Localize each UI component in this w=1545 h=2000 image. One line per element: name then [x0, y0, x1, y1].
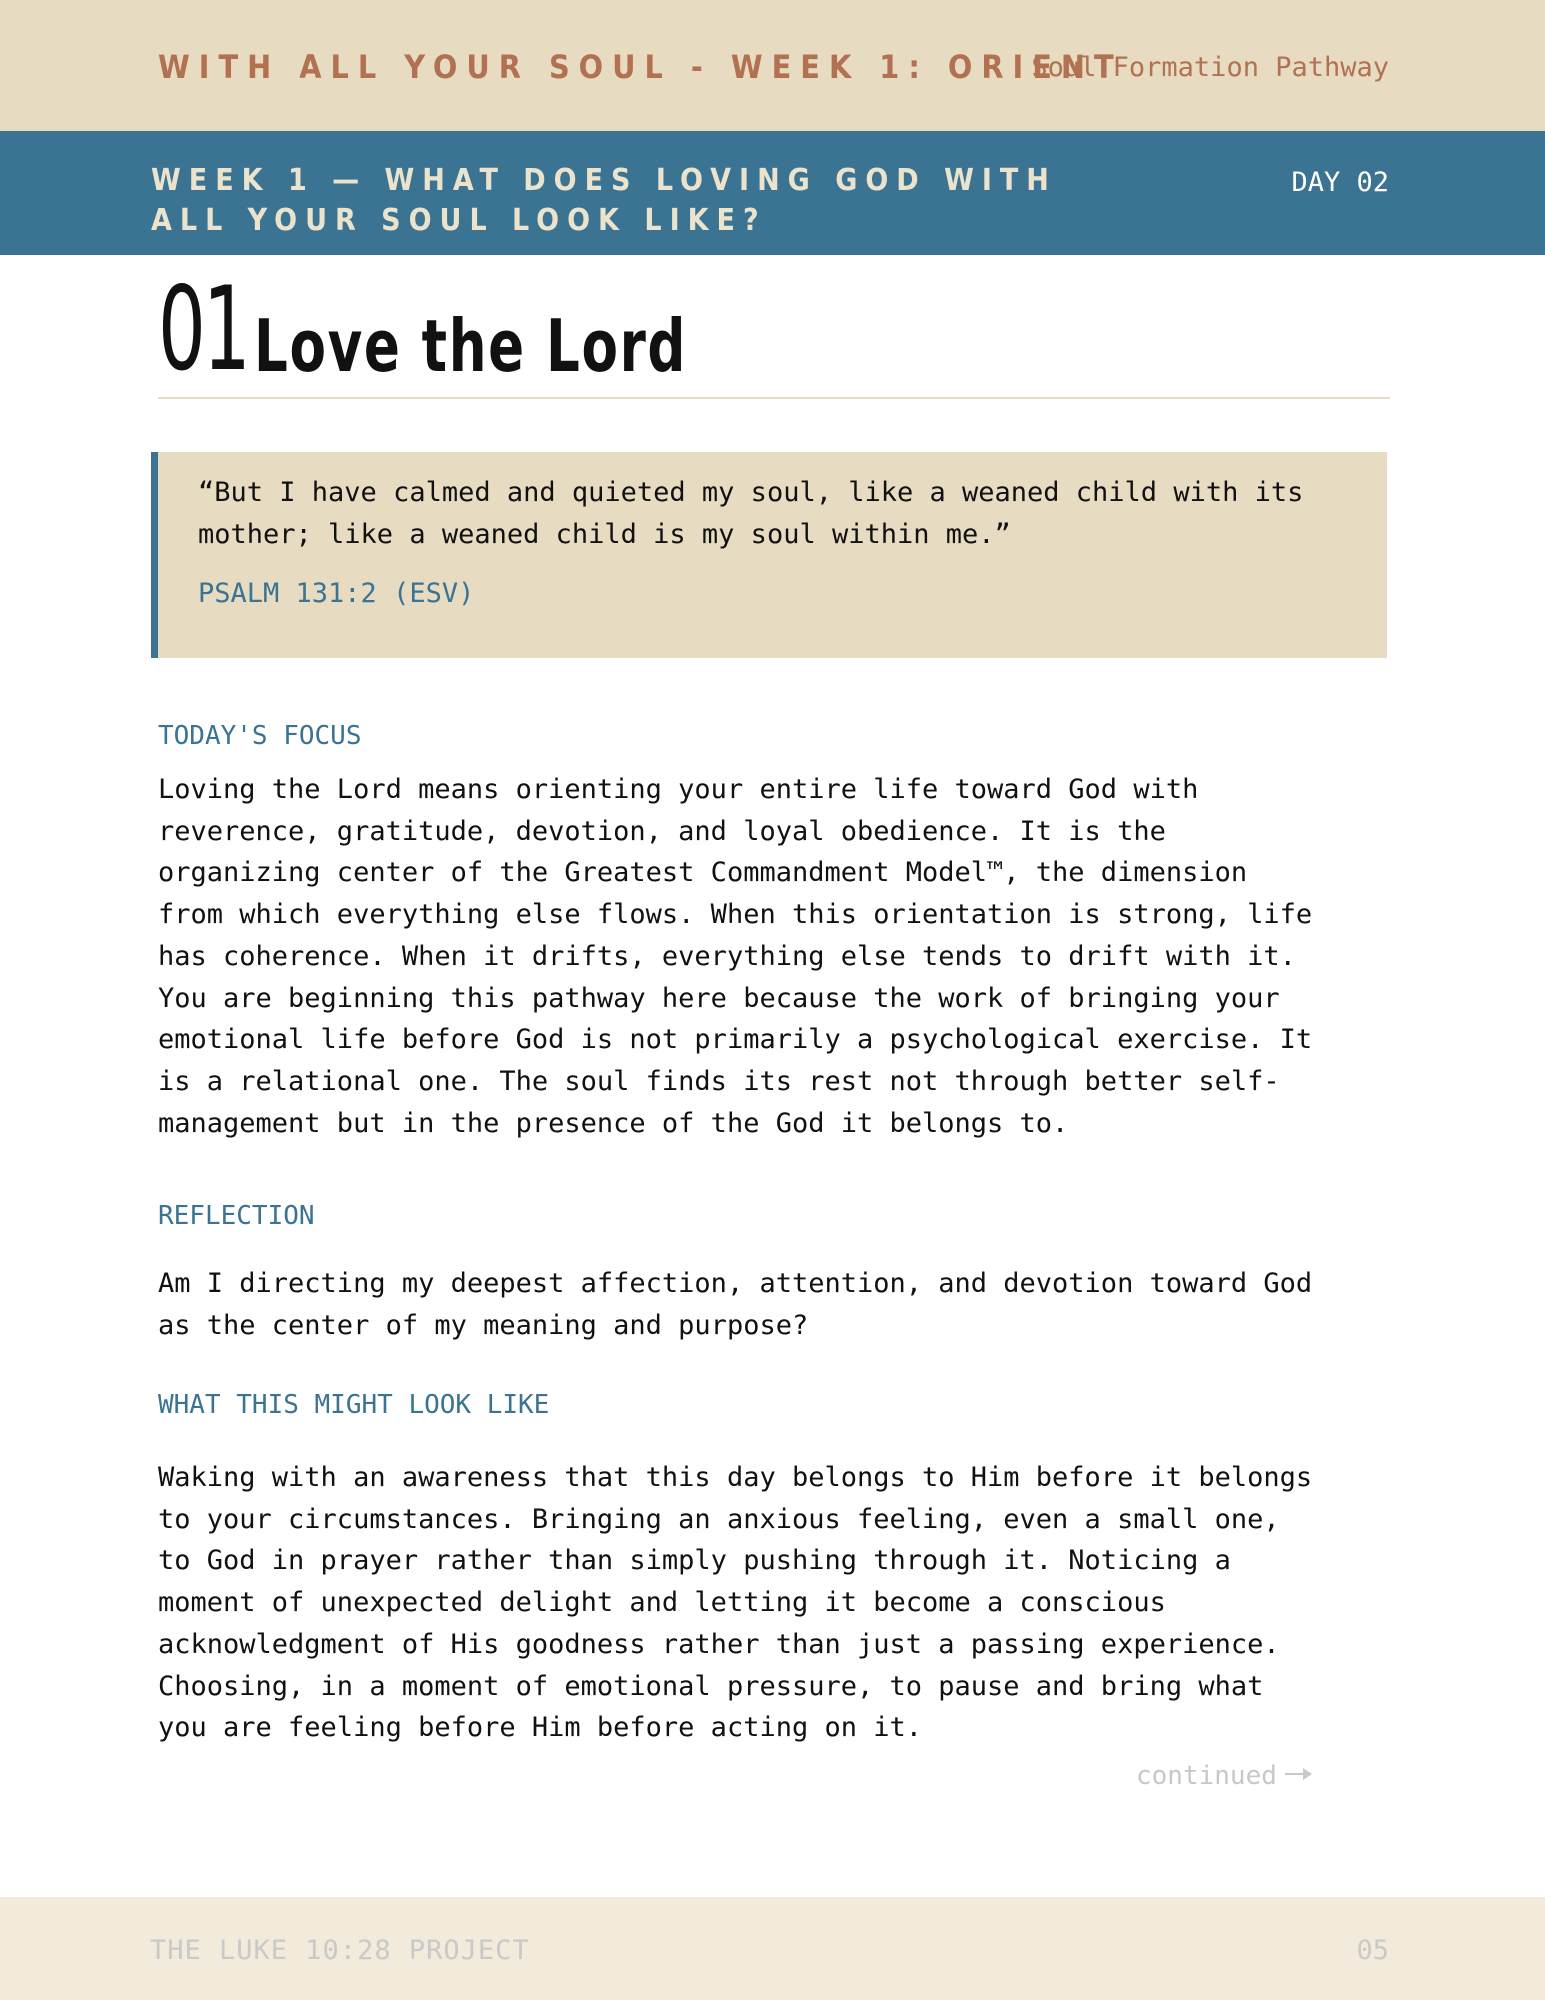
arrow-right-icon	[1285, 1773, 1311, 1775]
page-footer	[0, 1897, 1545, 2000]
week-banner	[0, 131, 1545, 255]
day-label: DAY 02	[1291, 167, 1389, 198]
looks-like-text: Waking with an awareness that this day belongs to Him before it belongs to your circumstances. Bringing an anxious feeling, even a small one, to God in prayer rather than simply pushing through it. Noticing a moment of unexpected delight and letting it become a conscious acknowledgment of His goodness rather than just a passing experience. Choosing, in a moment of emotional pressure, to pause and bring what you are feeling before Him before acting on it.	[158, 1462, 1313, 1744]
week-title: WEEK 1 — WHAT DOES LOVING GOD WITH ALL YOUR SOUL LOOK LIKE?	[151, 163, 1057, 238]
top-header	[0, 0, 1545, 131]
focus-label: TODAY'S FOCUS	[158, 721, 362, 751]
scripture-reference: PSALM 131:2 (ESV)	[198, 578, 475, 609]
reflection-text: Am I directing my deepest affection, attention, and devotion toward God as the center of my meaning and purpose?	[158, 1268, 1313, 1341]
continued-label: continued	[1136, 1761, 1277, 1791]
series-title: WITH ALL YOUR SOUL - WEEK 1: ORIENT	[158, 48, 1123, 86]
pathway-name: Soul Formation Pathway	[1031, 52, 1389, 83]
project-name: THE LUKE 10:28 PROJECT	[150, 1935, 530, 1966]
continued-indicator	[1136, 1761, 1311, 1791]
section-title: Love the Lord	[254, 304, 688, 388]
page-number: 05	[1356, 1935, 1389, 1966]
heading-divider	[158, 397, 1390, 399]
scripture-callout	[151, 452, 1387, 658]
reflection-label: REFLECTION	[158, 1201, 315, 1231]
looks-like-label: WHAT THIS MIGHT LOOK LIKE	[158, 1390, 550, 1420]
section-number: 01	[158, 262, 248, 397]
scripture-text: “But I have calmed and quieted my soul, like a weaned child with its mother; like a weaned child is my soul within me.”	[198, 477, 1304, 550]
focus-text: Loving the Lord means orienting your entire life toward God with reverence, gratitude, devotion, and loyal obedience. It is the organizing center of the Greatest Commandment Model™, the dimension from which everything else flows. When this orientation is strong, life has coherence. When it drifts, everything else tends to drift with it. You are beginning this pathway here because the work of bringing your emotional life before God is not primarily a psychological exercise. It is a relational one. The soul finds its rest not through better self-management but in the presence of the God it belongs to.	[158, 774, 1313, 1139]
section-heading	[158, 262, 1390, 398]
